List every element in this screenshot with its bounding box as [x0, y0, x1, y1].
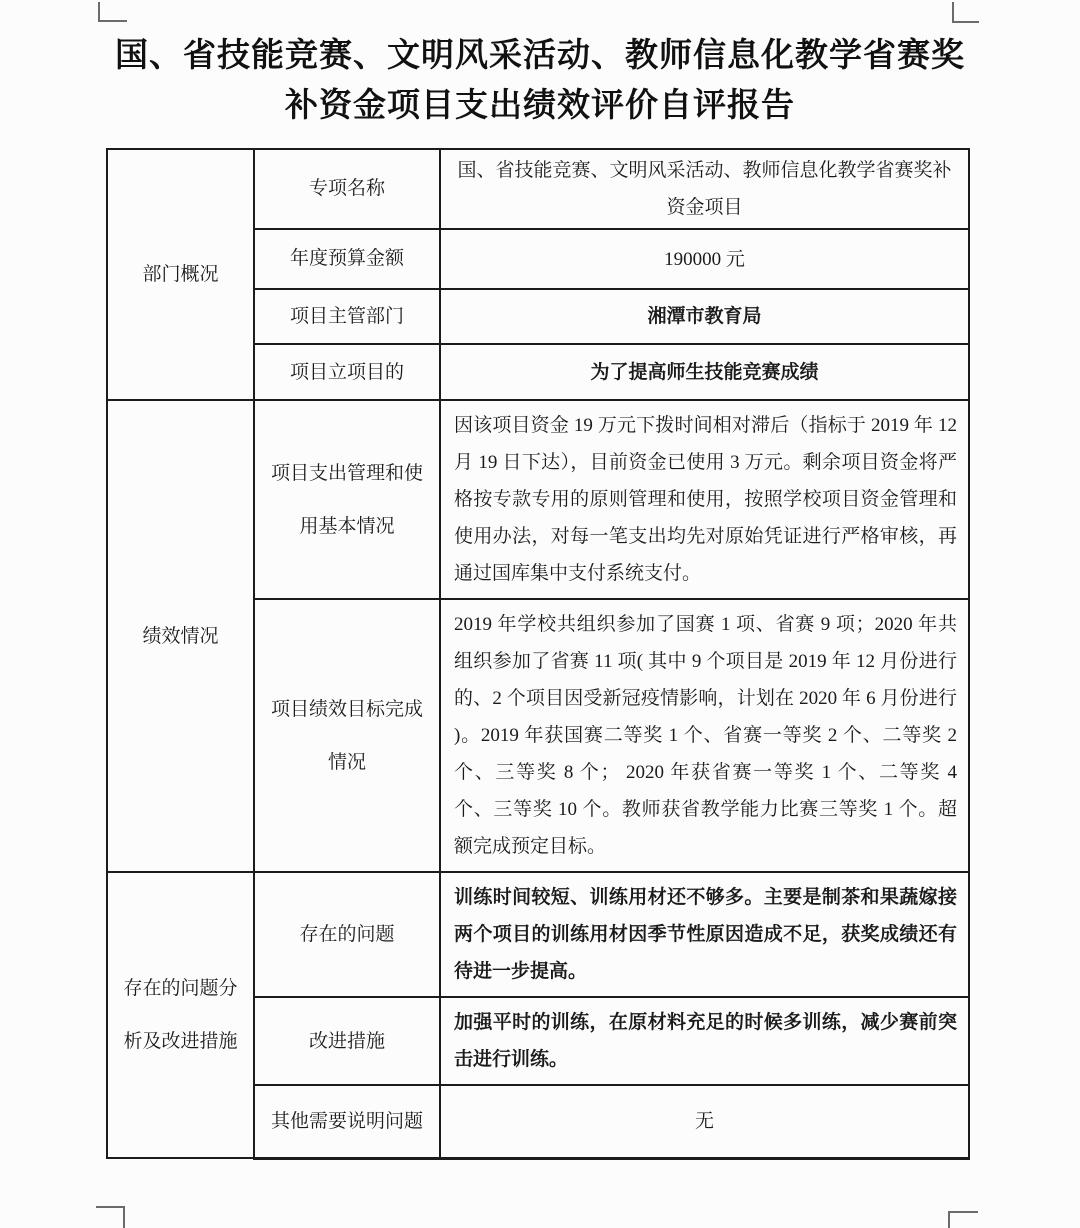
- section-problems-improvements: 存在的问题分析及改进措施: [107, 872, 254, 1158]
- label-annual-budget: 年度预算金额: [254, 229, 440, 289]
- crop-mark-top-left-icon: [98, 2, 127, 22]
- value-goal-completion: 2019 年学校共组织参加了国赛 1 项、省赛 9 项；2020 年共组织参加了省赛 11 项( 其中 9 个项目是 2019 年 12 月份进行的、2 个项目因受新冠疫情影响，计划在 2020 年 6 月份进行 )。2019 年获国赛二等奖 1 个、省赛一等奖 2 个、二等奖 2 个、三等奖 8 个； 2020 年获省赛一等奖 1 个、二等奖 4 个、三等奖 10 个。教师获省教学能力比赛三等奖 1 个。超额完成预定目标。: [440, 599, 969, 872]
- section-performance: 绩效情况: [107, 400, 254, 872]
- report-table-container: [106, 148, 970, 1160]
- label-existing-problems: 存在的问题: [254, 872, 440, 997]
- value-supervising-dept: 湘潭市教育局: [440, 289, 969, 344]
- table-row-special-name: [107, 149, 969, 229]
- label-spending-management: 项目支出管理和使用基本情况: [254, 400, 440, 599]
- label-other-notes: 其他需要说明问题: [254, 1085, 440, 1158]
- crop-mark-bottom-left-icon: [96, 1206, 125, 1228]
- table-row-spending-management: [107, 400, 969, 599]
- table-row-existing-problems: [107, 872, 969, 997]
- report-table: [106, 148, 970, 1160]
- page-title: [0, 30, 1080, 130]
- value-improvement-measures: 加强平时的训练，在原材料充足的时候多训练，减少赛前突击进行训练。: [440, 997, 969, 1085]
- value-spending-management: 因该项目资金 19 万元下拨时间相对滞后（指标于 2019 年 12 月 19 日下达），目前资金已使用 3 万元。剩余项目资金将严格按专款专用的原则管理和使用，按照学校项目资金管理和使用办法，对每一笔支出均先对原始凭证进行严格审核，再通过国库集中支付系统支付。: [440, 400, 969, 599]
- value-special-project-name: 国、省技能竞赛、文明风采活动、教师信息化教学省赛奖补资金项目: [440, 149, 969, 229]
- label-special-project-name: 专项名称: [254, 149, 440, 229]
- crop-mark-bottom-right-icon: [948, 1211, 978, 1228]
- value-other-notes: 无: [440, 1085, 969, 1158]
- value-annual-budget: 190000 元: [440, 229, 969, 289]
- page-title-line1: 国、省技能竞赛、文明风采活动、教师信息化教学省赛奖: [115, 36, 965, 73]
- label-supervising-dept: 项目主管部门: [254, 289, 440, 344]
- value-existing-problems: 训练时间较短、训练用材还不够多。主要是制茶和果蔬嫁接两个项目的训练用材因季节性原因造成不足，获奖成绩还有待进一步提高。: [440, 872, 969, 997]
- page-title-line2: 补资金项目支出绩效评价自评报告: [285, 86, 795, 123]
- label-project-purpose: 项目立项目的: [254, 344, 440, 400]
- label-goal-completion: 项目绩效目标完成情况: [254, 599, 440, 872]
- label-improvement-measures: 改进措施: [254, 997, 440, 1085]
- value-project-purpose: 为了提高师生技能竞赛成绩: [440, 344, 969, 400]
- section-dept-overview: 部门概况: [107, 149, 254, 400]
- crop-mark-top-right-icon: [952, 2, 979, 23]
